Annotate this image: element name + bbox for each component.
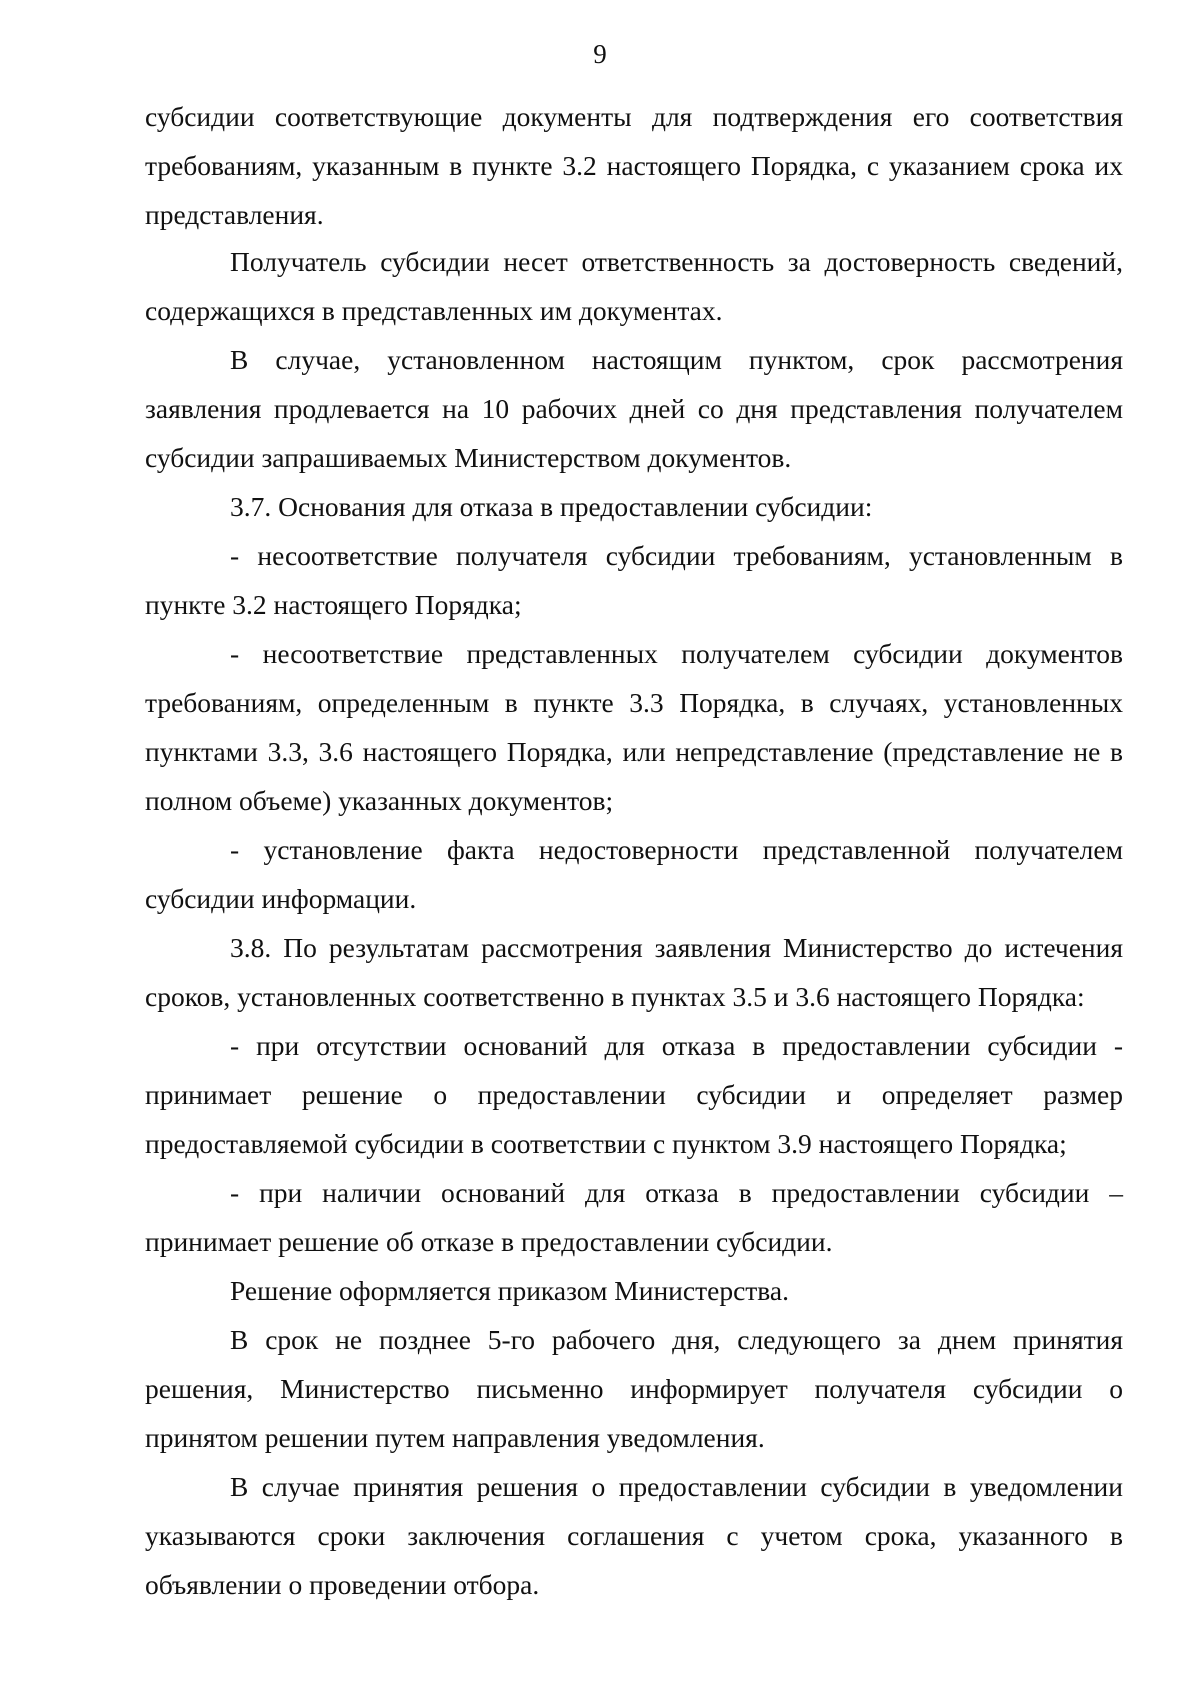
paragraph-notification: В срок не позднее 5-го рабочего дня, следующего за днем принятия решения, Министерство письменно информирует получателя субсидии о принятом решении путем направления уведомления. xyxy=(145,1324,1123,1453)
paragraph-responsibility: Получатель субсидии несет ответственность за достоверность сведений, содержащихся в представленных им документах. xyxy=(145,246,1123,326)
document-body xyxy=(145,92,1123,1609)
paragraph-3-8-heading: 3.8. По результатам рассмотрения заявления Министерство до истечения сроков, установленных соответственно в пунктах 3.5 и 3.6 настоящего Порядка: xyxy=(145,932,1123,1012)
paragraph-decision-grant: - при отсутствии оснований для отказа в предоставлении субсидии - принимает решение о предоставлении субсидии и определяет размер предоставляемой субсидии в соответствии с пунктом 3.9 настоящего Порядка; xyxy=(145,1030,1123,1159)
paragraph-decision-refuse: - при наличии оснований для отказа в предоставлении субсидии – принимает решение об отказе в предоставлении субсидии. xyxy=(145,1177,1123,1257)
paragraph-continuation: субсидии соответствующие документы для подтверждения его соответствия требованиям, указанным в пункте 3.2 настоящего Порядка, с указанием срока их представления. xyxy=(145,101,1123,230)
paragraph-refusal-ground-1: - несоответствие получателя субсидии требованиям, установленным в пункте 3.2 настоящего Порядка; xyxy=(145,540,1123,620)
paragraph-refusal-ground-3: - установление факта недостоверности представленной получателем субсидии информации. xyxy=(145,834,1123,914)
paragraph-extension: В случае, установленном настоящим пунктом, срок рассмотрения заявления продлевается на 10 рабочих дней со дня представления получателем субсидии запрашиваемых Министерством документов. xyxy=(145,344,1123,473)
paragraph-agreement-terms: В случае принятия решения о предоставлении субсидии в уведомлении указываются сроки заключения соглашения с учетом срока, указанного в объявлении о проведении отбора. xyxy=(145,1471,1123,1600)
page-number: 9 xyxy=(593,39,607,69)
paragraph-decision-order: Решение оформляется приказом Министерства. xyxy=(230,1275,789,1306)
paragraph-refusal-ground-2: - несоответствие представленных получателем субсидии документов требованиям, определенным в пункте 3.3 Порядка, в случаях, установленных пунктами 3.3, 3.6 настоящего Порядка, или непредставление (представление не в полном объеме) указанных документов; xyxy=(145,638,1123,816)
paragraph-3-7-heading: 3.7. Основания для отказа в предоставлении субсидии: xyxy=(230,491,873,522)
